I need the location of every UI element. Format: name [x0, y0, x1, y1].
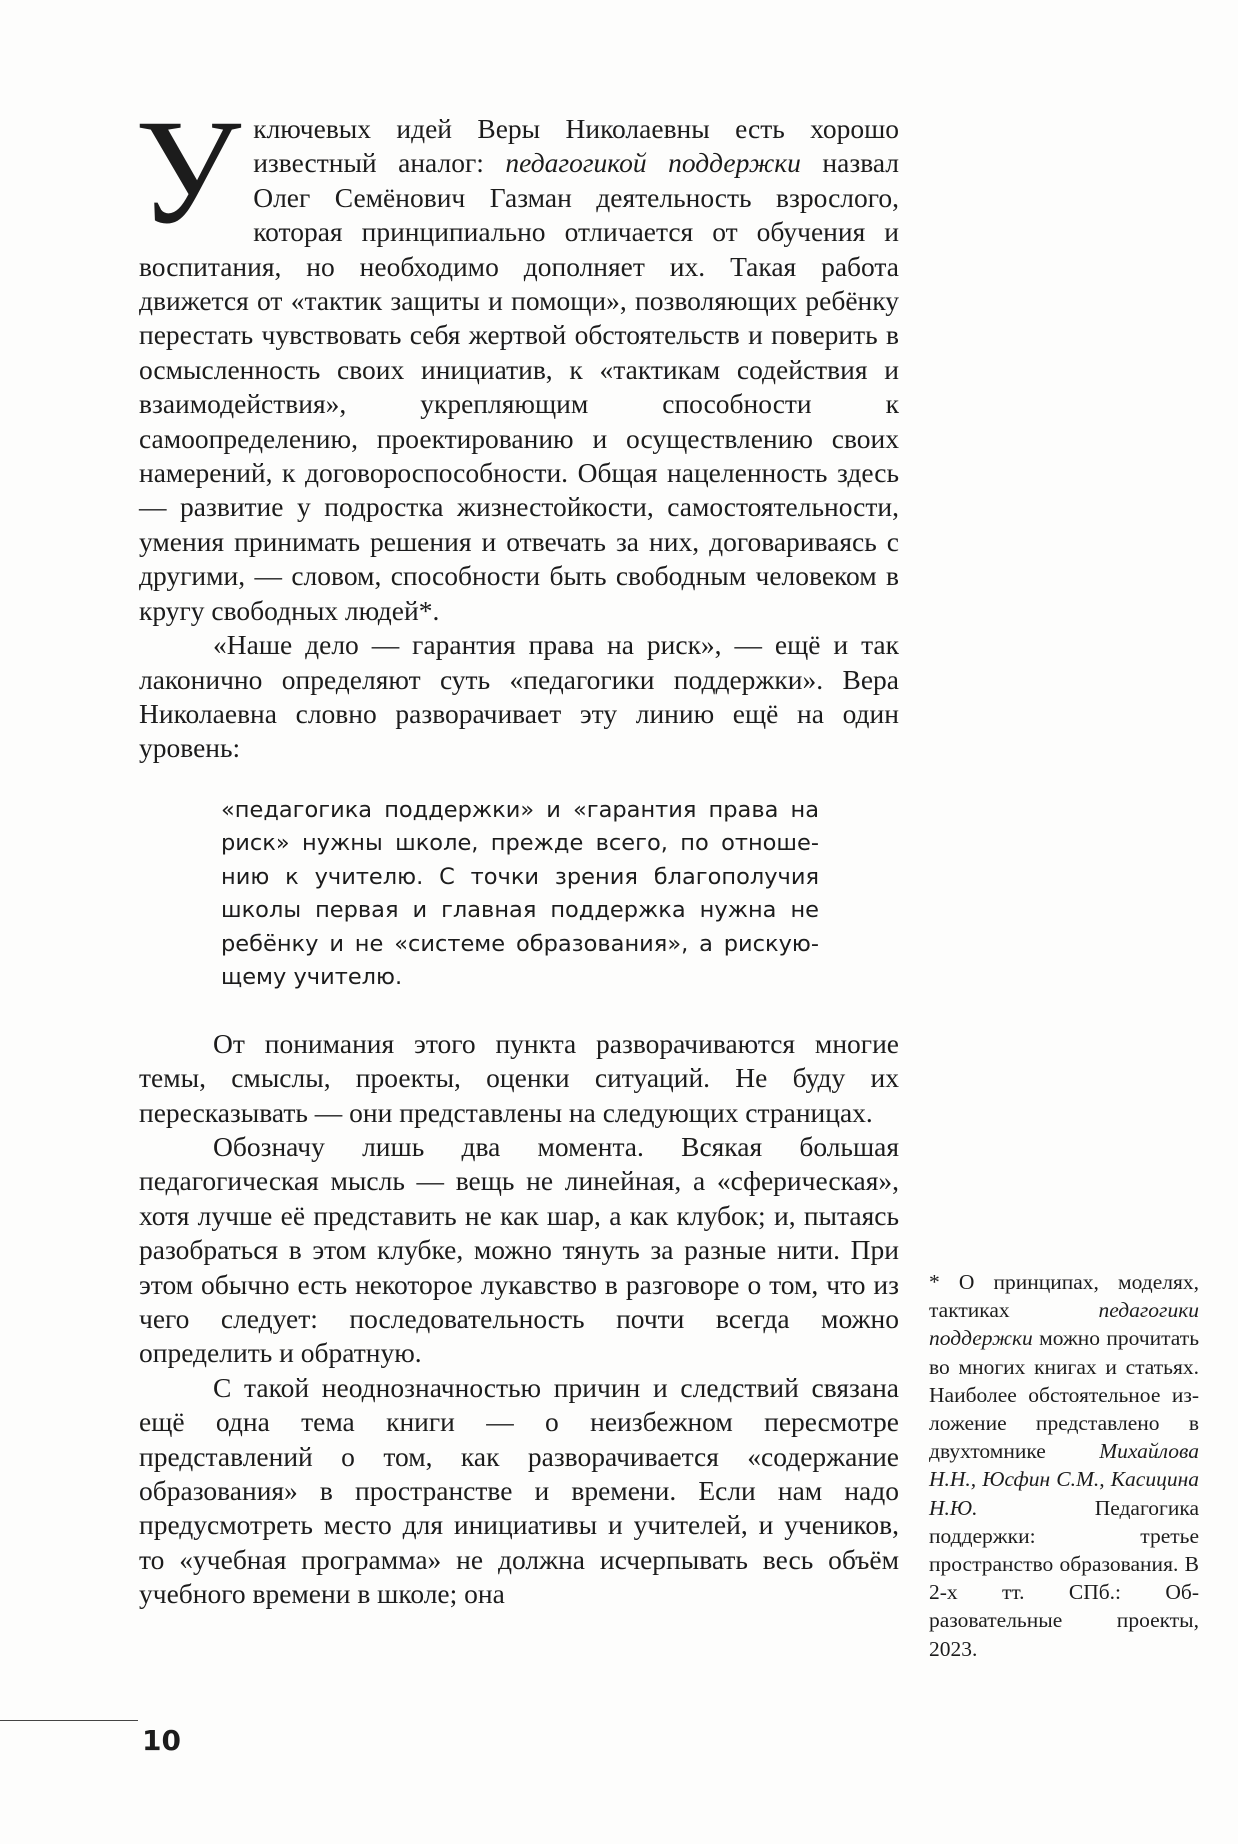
footnote-sidenote	[929, 1268, 1199, 1663]
drop-cap: У	[135, 89, 242, 255]
paragraph-2: «Наше дело — гарантия права на риск», — ещё и так лаконично определяют суть «педагогики поддержки». Вера Николаевна словно разворачивает эту линию ещё на один уровень:	[139, 629, 899, 764]
paragraph-1	[135, 89, 899, 628]
main-text-column	[135, 89, 899, 1612]
paragraph-4: Обозначу лишь два момента. Всякая большая педагогическая мысль — вещь не линейная, а «сферическая», хотя лучше её представить не как шар, а как клубок; и, пытаясь разобраться в этом клубке, можно тянуть за разные нити. При этом обычно есть некоторое лукавство в разговоре о том, что из чего следует: последовательность почти всегда можно определить и обратную.	[139, 1130, 899, 1369]
sidenote-text-c: Педагогика поддержки: третье пространство образования. В 2-х тт. СПб.: Образовательные проекты, 2023.	[929, 1495, 1199, 1661]
p1-emphasis: педагогикой поддержки	[505, 147, 801, 179]
paragraph-3: От понимания этого пункта разворачиваются многие темы, смыслы, проекты, оценки ситуаций. Не буду их пересказывать — они представлены на следующих страницах.	[139, 1027, 899, 1128]
page-number: 10	[142, 1724, 181, 1757]
sidenote-text-a: * О принципах, моделях, тактиках	[929, 1270, 1199, 1323]
p1-text-b: назвал Олег Семёнович Газман деятельность взрослого, которая принципиально отличается от обучения и воспитания, но необходимо дополняет их. Такая работа движется от «тактик защиты и помощи», позволяющих ребёнку перестать чувствовать себя жертвой обстоятельств и поверить в осмысленность своих инициатив, к «тактикам содействия и взаимодействия», укрепляющим способности к самоопределению, проектированию и осуществлению своих намерений, к договороспособности. Общая нацеленность здесь — развитие у подростка жизнестойкости, самостоятельности, умения принимать решения и отвечать за них, договариваясь с другими, — словом, способности быть свободным человеком в кругу свободных людей*.	[139, 147, 899, 626]
sidenote-authors: Михайлова Н.Н., Юсфин С.М., Касицина Н.Ю.	[929, 1439, 1199, 1520]
p1-text-a: ключевых идей Веры Николаевны есть хорошо известный аналог:	[253, 113, 899, 179]
sidenote-text-b: можно прочитать во многих книгах и статьях. Наиболее обстоятельное изложение представлено в двухтомнике	[929, 1326, 1199, 1464]
sidenote-emphasis-1: педагогики поддержки	[929, 1298, 1199, 1351]
paragraph-5: С такой неоднозначностью причин и следствий связана ещё одна тема книги — о неизбежном пересмотре представлений о том, как разворачивается «содержание образования» в пространстве и времени. Если нам надо предусмотреть место для инициативы и учителей, и учеников, то «учебная программа» не должна исчерпывать весь объём учебного времени в школе; она	[139, 1371, 899, 1610]
page-number-rule	[0, 1720, 138, 1721]
block-quote: «педагогика поддержки» и «гарантия права на риск» нужны школе, прежде всего, по отношению к учителю. С точки зрения благополучия школы первая и главная поддержка нужна не ребёнку и не «системе образования», а рискующему учителю.	[221, 796, 819, 991]
